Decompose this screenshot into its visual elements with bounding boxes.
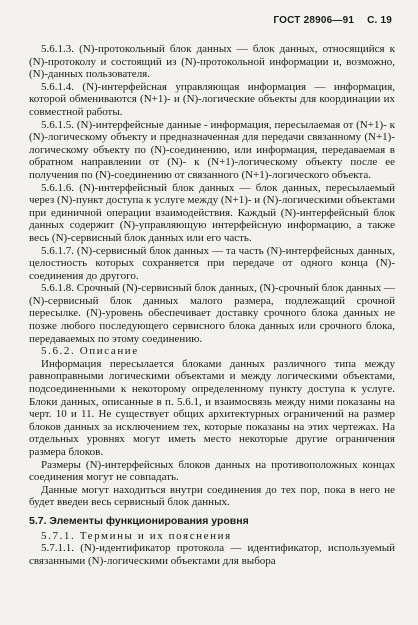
subsection-heading-5-7-1: 5.7.1. Термины и их пояснения (41, 529, 232, 542)
paragraph-sizes: Размеры (N)-интерфейсных блоков данных на противоположных концах соединения могут не совпадать. (29, 458, 395, 484)
subsection-heading-5-6-2: 5.6.2. Описание (41, 345, 139, 358)
paragraph-5-6-1-7: 5.6.1.7. (N)-сервисный блок данных — та часть (N)-интерфейсных данных, целостность которых сохраняется при передаче от одного конца (N)-соединения до другого. (29, 244, 395, 282)
paragraph-5-7-1-1: 5.7.1.1. (N)-идентификатор протокола — идентификатор, используемый связанными (N)-логическими объектами для выбора (29, 542, 395, 567)
paragraph-data-in-connection: Данные могут находиться внутри соединения до тех пор, пока в него не будет введен весь сервисный блок данных. (29, 483, 395, 509)
paragraph-5-6-1-6: 5.6.1.6. (N)-интерфейсный блок данных — блок данных, пересылаемый через (N)-пункт доступа к услуге между (N+1)- и (N)-логическими объектами при единичной операции взаимодействия. Каждый (N)-интерфейсный блок данных содержит (N)-управляющую интерфейсную информацию, а также весь (N)-сервисный блок данных или его часть. (29, 181, 395, 244)
page-header (263, 15, 392, 26)
paragraph-5-6-1-8: 5.6.1.8. Срочный (N)-сервисный блок данных, (N)-срочный блок данных — (N)-сервисный блок данных малого размера, подлежащий срочной пересылке. (N)-уровень обеспечивает доставку срочного блока данных не позже любого последующего сервисного блока данных или срочного блока, передаваемых по этому соединению. (29, 282, 395, 345)
page-number: С. 19 (367, 15, 392, 26)
paragraph-5-6-1-5: 5.6.1.5. (N)-интерфейсные данные - информация, пересылаемая от (N+1)- к (N)-логическому объекту и предназначенная для передачи связанному (N+1)-логическому объекту по (N)-соединению, или информация, передаваемая в обратном направлении от (N)- к (N+1)-логическому объекту после ее получения по (N)-соединению от связанного (N+1)-логического объекта. (29, 118, 395, 181)
document-body (29, 43, 395, 567)
paragraph-5-6-1-3: 5.6.1.3. (N)-протокольный блок данных — блок данных, относящийся к (N)-протоколу и состоящий из (N)-протокольной информации и, возможно, (N)-данных пользователя. (29, 43, 395, 81)
paragraph-5-6-1-4: 5.6.1.4. (N)-интерфейсная управляющая информация — информация, которой обмениваются (N+1)- и (N)-логические объекты для координации их совместной работы. (29, 80, 395, 118)
standard-number: ГОСТ 28906—91 (273, 15, 355, 26)
paragraph-description: Информация пересылается блоками данных различного типа между равноправными логическими объектами и между логическими объектами, подсоединенными к некоторому определенному пункту доступа к услуге. Блоки данных, описанные в п. 5.6.1, и взаимосвязь между ними показаны на черт. 10 и 11. Не существует общих архитектурных ограничений на размер блоков данных за исключением тех, которые показаны на этих чертежах. На отдельных уровнях могут иметь место некоторые другие ограничения размера блоков. (29, 357, 395, 458)
section-heading-5-7: 5.7. Элементы функционирования уровня (29, 514, 249, 527)
